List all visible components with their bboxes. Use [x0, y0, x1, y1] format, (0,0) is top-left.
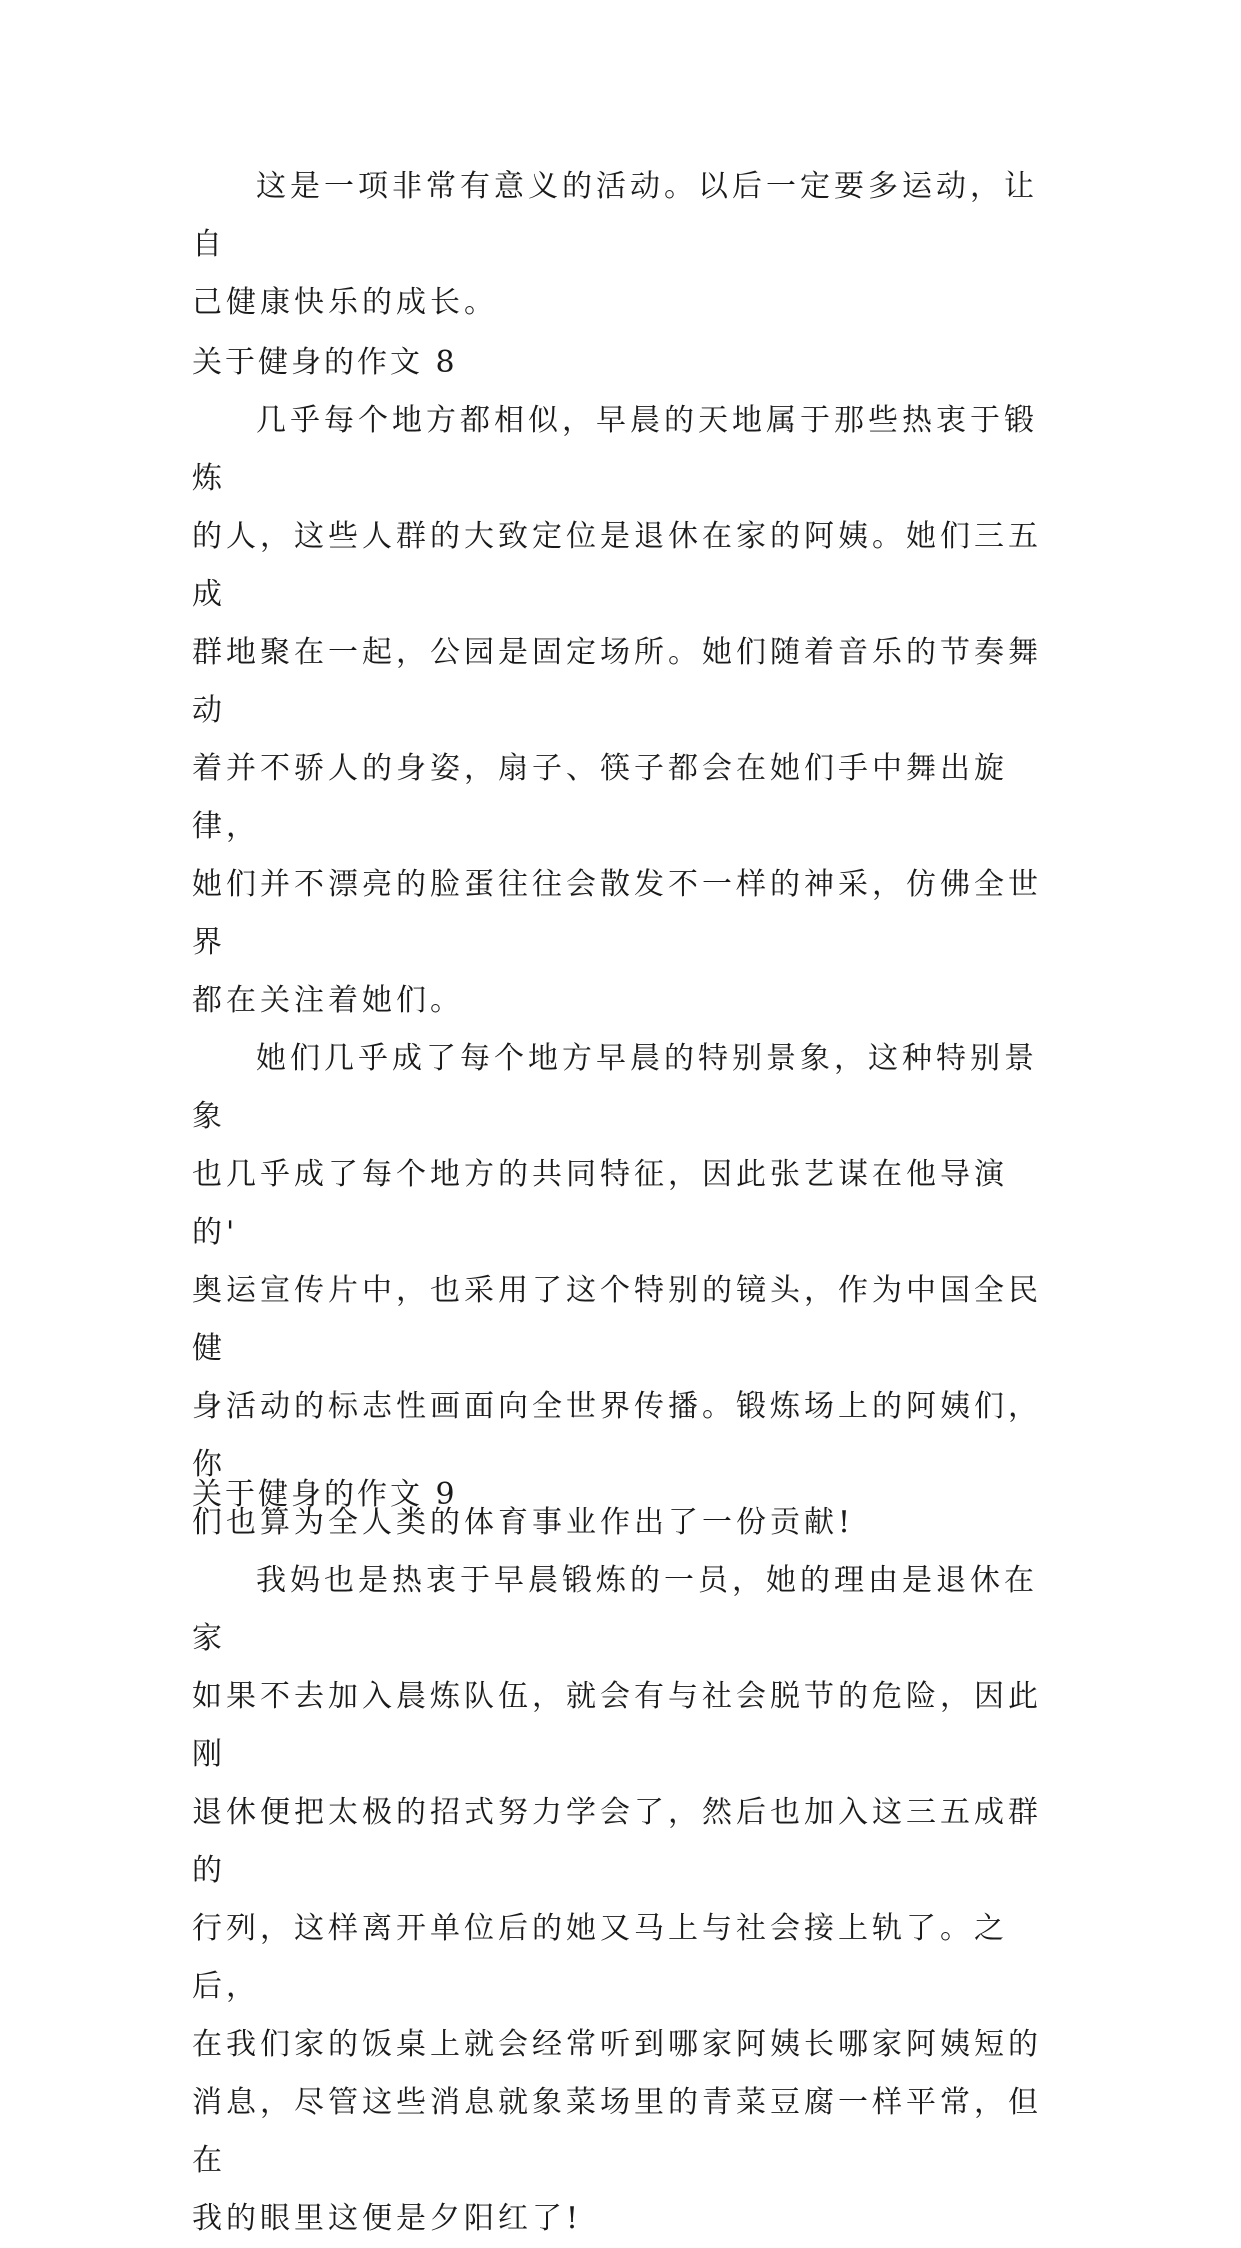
essay-9-heading-block [192, 1466, 1052, 1524]
intro-section [192, 158, 1052, 332]
essay-8-body [192, 392, 1052, 2248]
essay-8-title: 关于健身的作文 8 [192, 345, 458, 380]
essay-8-paragraph-2: 她们几乎成了每个地方早晨的特别景象，这种特别景象 也几乎成了每个地方的共同特征，因此张艺谋在他导演的' 奥运宣传片中，也采用了这个特别的镜头，作为中国全民健 身活动的标志性画面向全世界传播。锻炼场上的阿姨们，你 们也算为全人类的体育事业作出了一份贡献! [192, 1041, 1042, 1540]
intro-paragraph: 这是一项非常有意义的活动。以后一定要多运动，让自 己健康快乐的成长。 [192, 169, 1038, 320]
essay-8-heading-block [192, 334, 1052, 392]
essay-8-paragraph-1: 几乎每个地方都相似，早晨的天地属于那些热衷于锻炼 的人，这些人群的大致定位是退休在家的阿姨。她们三五成 群地聚在一起，公园是固定场所。她们随着音乐的节奏舞动 着并不骄人的身姿，扇子、筷子都会在她们手中舞出旋律， 她们并不漂亮的脸蛋往往会散发不一样的神采，仿佛全世界 都在关注着她们。 [192, 403, 1042, 1018]
essay-9-title: 关于健身的作文 9 [192, 1477, 458, 1512]
essay-8-paragraph-3: 我妈也是热衷于早晨锻炼的一员，她的理由是退休在家 如果不去加入晨炼队伍，就会有与社会脱节的危险，因此刚 退休便把太极的招式努力学会了，然后也加入这三五成群的 行列，这样离开单位后的她又马上与社会接上轨了。之后， 在我们家的饭桌上就会经常听到哪家阿姨长哪家阿姨短的 消息，尽管这些消息就象菜场里的青菜豆腐一样平常，但在 我的眼里这便是夕阳红了! [192, 1563, 1042, 2236]
